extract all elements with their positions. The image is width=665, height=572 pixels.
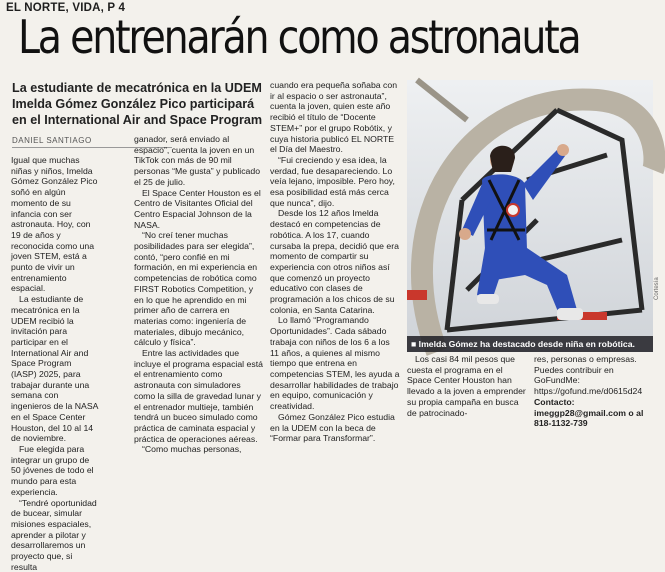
- paragraph: res, personas o empresas. Puedes contribuir en GoFundMe: https://gofund.me/d0615d24: [534, 354, 654, 397]
- photo-illustration: [407, 80, 653, 352]
- paragraph: “Como muchas personas,: [134, 444, 264, 455]
- contact-line: Contacto: imeggp28@gmail.com o al 818-1132-739: [534, 397, 654, 429]
- paragraph: “Tendré oportunidad de bucear, simular misiones espaciales, aprender a pilotar y desarrollaremos un proyecto que, si resulta: [11, 498, 99, 572]
- paragraph: Entre las actividades que incluye el programa espacial está el entrenamiento como astronauta con simuladores como la silla de gravedad lunar y el entrenador multieje, también tendrá un buceo simulado como práctica de caminata espacial y práctica de operaciones aéreas.: [134, 348, 264, 444]
- paragraph: Igual que muchas niñas y niños, Imelda Gómez González Pico soñó en algún momento de su infancia con ser astronauta. Hoy, con 19 de años y reconocida como una joven STEM, está a punto de vivir un entrenamiento espacial.: [11, 155, 99, 294]
- paragraph: ganador, será enviado al espacio”, cuenta la joven en un TikTok con más de 90 mil personas “Me gusta” y publicado el 25 de julio.: [134, 134, 264, 188]
- article-column-2: [134, 134, 264, 455]
- article-column-5: [534, 354, 654, 429]
- paragraph: Fue elegida para integrar un grupo de 50 jóvenes de todo el mundo para esta experiencia.: [11, 444, 99, 498]
- photo-caption: ■ Imelda Gómez ha destacado desde niña en robótica.: [407, 336, 653, 352]
- paragraph: cuando era pequeña soñaba con ir al espacio o ser astronauta”, cuenta la joven, quien este año recibió el título de “Docente STEM+” por el grupo Robótix, y cuya historia publicó EL NORTE el Día del Maestro.: [270, 80, 400, 155]
- article-column-3: [270, 80, 400, 444]
- paragraph: La estudiante de mecatrónica en la UDEM recibió la invitación para participar en el International Air and Space Program (IASP) 2025, para trabajar durante una semana con ingenieros de la NASA en el Space Center Houston, del 10 al 14 de noviembre.: [11, 294, 99, 444]
- byline: DANIEL SANTIAGO: [12, 136, 172, 148]
- headline: La entrenarán como astronauta: [18, 10, 568, 64]
- article-column-4: [407, 354, 527, 418]
- paragraph: Lo llamó “Programando Oportunidades”. Cada sábado trabaja con niños de los 6 a los 11 años, a quienes al mismo tiempo que entrena en competencias STEM, les ayuda a desarrollar habilidades de trabajo en equipo, comunicación y creatividad.: [270, 315, 400, 411]
- photo-astronaut-trainee: [407, 80, 653, 352]
- article-column-1: [11, 155, 99, 572]
- photo-credit: Cortesía: [654, 277, 660, 300]
- deck: La estudiante de mecatrónica en la UDEM Imelda Gómez González Pico participará en el International Air and Space Program: [12, 80, 270, 128]
- paragraph: Desde los 12 años Imelda destacó en competencias de robótica. A los 17, cuando cursaba la prepa, decidió que era momento de compartir su experiencia con otros niños así que comenzó un proyecto educativo con clases de programación a los chicos de su colonia, en Santa Catarina.: [270, 208, 400, 315]
- paragraph: Los casi 84 mil pesos que cuesta el programa en el Space Center Houston han llevado a la joven a emprender su propia campaña en busca de patrocinado-: [407, 354, 527, 418]
- section-tag: EL NORTE, VIDA, P 4: [6, 2, 125, 14]
- paragraph: “No creí tener muchas posibilidades para ser elegida”, contó, “pero confié en mi formación, en mi experiencia en competencias de robótica como FIRST Robotics Competition, y en lo que he aprendido en mi primer año de carrera en materias como: ingeniería de materiales, dibujo mecánico, cálculo y física”.: [134, 230, 264, 348]
- paragraph: Gómez González Pico estudia en la UDEM con la beca de “Formar para Transformar”.: [270, 412, 400, 444]
- paragraph: “Fui creciendo y esa idea, la verdad, fue desapareciendo. Lo veía lejano, imposible. Pero hoy, esa posibilidad está más cerca que nunca”, dijo.: [270, 155, 400, 209]
- photo-caption-text: Imelda Gómez ha destacado desde niña en robótica.: [419, 339, 635, 349]
- paragraph: El Space Center Houston es el Centro de Visitantes Oficial del Centro Espacial Johnson de la NASA.: [134, 188, 264, 231]
